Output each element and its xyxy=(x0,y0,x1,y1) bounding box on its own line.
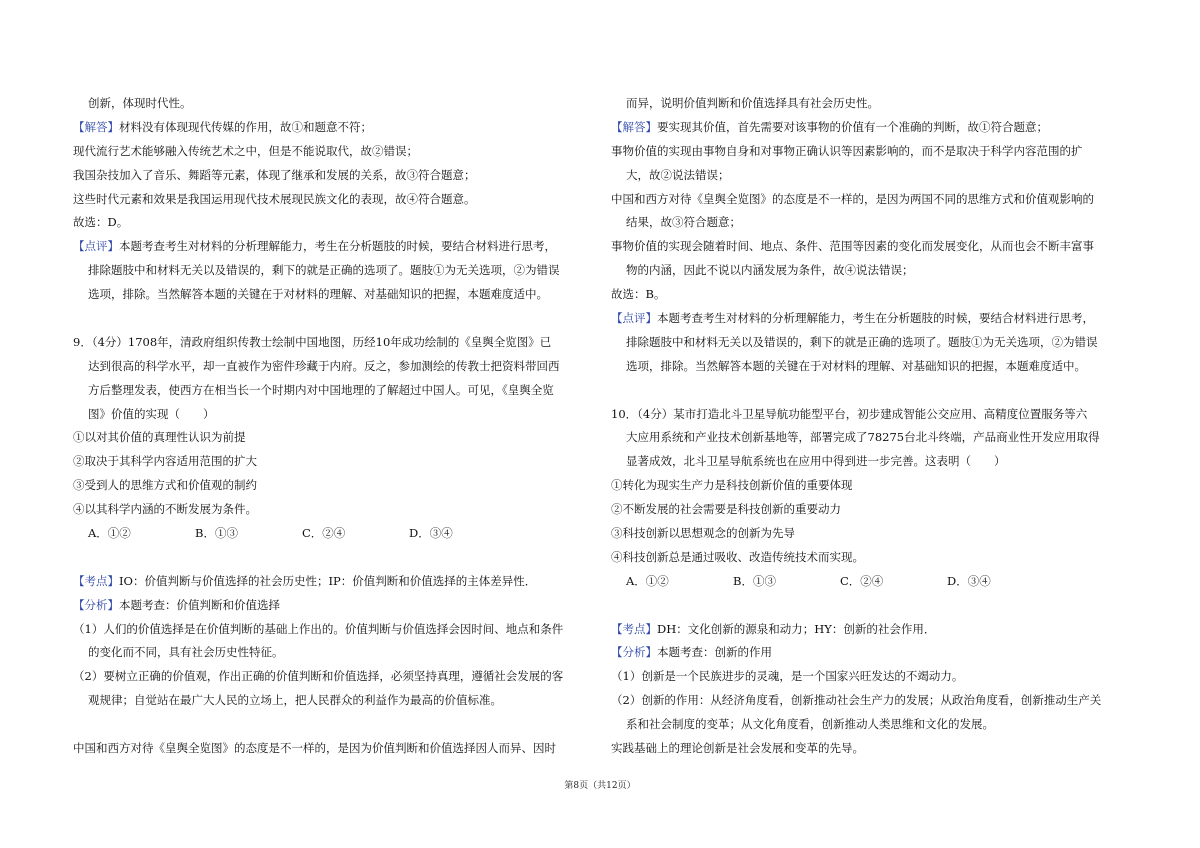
question-9-options xyxy=(73,522,593,546)
question-9-item: ①以对其价值的真理性认识为前提 xyxy=(73,430,246,445)
text-line: 观规律；自觉站在最广大人民的立场上，把人民群众的利益作为最高的价值标准。 xyxy=(88,693,502,708)
kaodian-line xyxy=(73,570,593,594)
answer-line xyxy=(73,116,593,140)
text-line: 而异，说明价值判断和价值选择具有社会历史性。 xyxy=(626,96,879,110)
question-10-stem: 10．（4分）某市打造北斗卫星导航功能型平台，初步建成智能公交应用、高精度位置服务等六 xyxy=(611,406,1088,421)
option-d: D．③④ xyxy=(409,526,453,541)
option-b: B．①③ xyxy=(733,573,776,588)
text-line: 创新，体现时代性。 xyxy=(88,96,192,110)
text-line: 选项，排除。当然解答本题的关键在于对材料的理解、对基础知识的把握，本题难度适中。 xyxy=(626,358,1086,373)
text-line: 中国和西方对待《皇舆全览图》的态度是不一样的，是因为两国不同的思维方式和价值观影响的 xyxy=(611,191,1094,206)
text-span: 本题考查：创新的作用 xyxy=(657,645,772,660)
comment-line xyxy=(73,235,593,259)
question-10-stem: 大应用系统和产业技术创新基地等，部署完成了78275台北斗终端，产品商业性开发应用取得 xyxy=(626,430,1100,445)
right-column xyxy=(611,92,1131,761)
comment-line xyxy=(611,307,1131,331)
question-9-item: ④以其科学内涵的不断发展为条件。 xyxy=(73,502,257,517)
analysis-line xyxy=(73,594,593,618)
text-line: （1）人们的价值选择是在价值判断的基础上作出的。价值判断与价值选择会因时间、地点和条件 xyxy=(73,621,564,636)
spacer xyxy=(73,713,593,737)
text-line: 中国和西方对待《皇舆全览图》的态度是不一样的，是因为价值判断和价值选择因人而异、因时 xyxy=(73,741,556,756)
text-line: 的变化而不同，具有社会历史性特征。 xyxy=(88,645,284,660)
text-line: 物的内涵，因此不说以内涵发展为条件，故④说法错误； xyxy=(626,263,914,278)
left-column xyxy=(73,92,593,761)
text-line: 排除题肢中和材料无关以及错误的，剩下的就是正确的选项了。题肢①为无关选项，②为错误 xyxy=(626,334,1098,349)
option-c: C．②④ xyxy=(840,573,884,588)
text-span: 本题考查考生对材料的分析理解能力，考生在分析题肢的时候，要结合材料进行思考， xyxy=(657,311,1094,326)
text-span: 本题考查：价值判断和价值选择 xyxy=(119,597,280,612)
text-line: 大，故②说法错误； xyxy=(626,167,730,182)
answer-tag: 【解答】 xyxy=(73,119,119,134)
text-span: DH：文化创新的源泉和动力；HY：创新的社会作用． xyxy=(657,621,936,636)
text-span: IO：价值判断与价值选择的社会历史性；IP：价值判断和价值选择的主体差异性． xyxy=(119,573,537,588)
answer-tag: 【解答】 xyxy=(611,119,657,134)
text-line: 事物价值的实现由事物自身和对事物正确认识等因素影响的，而不是取决于科学内容范围的扩 xyxy=(611,143,1083,158)
question-10-stem: 显著成效，北斗卫星导航系统也在应用中得到进一步完善。这表明（ ） xyxy=(626,454,1006,469)
answer-line xyxy=(611,116,1131,140)
comment-tag: 【点评】 xyxy=(611,311,657,326)
question-9-stem: 方后整理发表，使西方在相当长一个时期内对中国地理的了解超过中国人。可见，《皇舆全览 xyxy=(88,382,554,397)
text-line: 事物价值的实现会随着时间、地点、条件、范围等因素的变化而发展变化，从而也会不断丰富事 xyxy=(611,239,1094,254)
kaodian-line xyxy=(611,618,1131,642)
question-9-stem: 图》价值的实现（ ） xyxy=(88,406,215,421)
option-c: C．②④ xyxy=(302,526,346,541)
question-10-options xyxy=(611,570,1131,594)
question-9-item: ③受到人的思维方式和价值观的制约 xyxy=(73,478,257,493)
text-span: 材料没有体现现代传媒的作用，故①和题意不符； xyxy=(119,119,372,134)
spacer xyxy=(611,594,1131,618)
text-line: 选项，排除。当然解答本题的关键在于对材料的理解、对基础知识的把握，本题难度适中。 xyxy=(88,287,548,302)
question-10-item: ②不断发展的社会需要是科技创新的重要动力 xyxy=(611,502,841,517)
question-9-item: ②取决于其科学内容适用范围的扩大 xyxy=(73,454,257,469)
text-line: （2）要树立正确的价值观，作出正确的价值判断和价值选择，必须坚持真理，遵循社会发展的客 xyxy=(73,669,564,684)
question-9-stem: 9．（4分）1708年，清政府组织传教士绘制中国地图，历经10年成功绘制的《皇舆全览图》已 xyxy=(73,334,552,349)
text-line: 故选：D。 xyxy=(73,215,129,230)
kaodian-tag: 【考点】 xyxy=(611,621,657,636)
text-line: 现代流行艺术能够融入传统艺术之中，但是不能说取代，故②错误； xyxy=(73,143,418,158)
text-span: 本题考查考生对材料的分析理解能力，考生在分析题肢的时候，要结合材料进行思考， xyxy=(119,239,556,254)
spacer xyxy=(611,379,1131,403)
text-line: 故选：B。 xyxy=(611,287,666,302)
question-10-item: ④科技创新总是通过吸收、改造传统技术而实现。 xyxy=(611,549,864,564)
option-a: A．①② xyxy=(88,526,131,541)
option-a: A．①② xyxy=(626,573,669,588)
text-line: （1）创新是一个民族进步的灵魂，是一个国家兴旺发达的不竭动力。 xyxy=(611,669,964,684)
text-span: 要实现其价值，首先需要对该事物的价值有一个准确的判断，故①符合题意； xyxy=(657,119,1048,134)
text-line: 这些时代元素和效果是我国运用现代技术展现民族文化的表现，故④符合题意。 xyxy=(73,191,476,206)
page-footer: 第8页（共12页） xyxy=(564,781,636,791)
question-10-item: ③科技创新以思想观念的创新为先导 xyxy=(611,526,795,541)
question-10-item: ①转化为现实生产力是科技创新价值的重要体现 xyxy=(611,478,853,493)
analysis-tag: 【分析】 xyxy=(611,645,657,660)
spacer xyxy=(73,307,593,331)
question-9-stem: 达到很高的科学水平，却一直被作为密件珍藏于内府。反之，参加测绘的传教士把资料带回西 xyxy=(88,358,560,373)
kaodian-tag: 【考点】 xyxy=(73,573,119,588)
spacer xyxy=(73,546,593,570)
text-line: 结果，故③符合题意； xyxy=(626,215,741,230)
text-line: 实践基础上的理论创新是社会发展和变革的先导。 xyxy=(611,741,864,756)
comment-tag: 【点评】 xyxy=(73,239,119,254)
analysis-tag: 【分析】 xyxy=(73,597,119,612)
text-line: 我国杂技加入了音乐、舞蹈等元素，体现了继承和发展的关系，故③符合题意； xyxy=(73,167,476,182)
option-d: D．③④ xyxy=(947,573,991,588)
option-b: B．①③ xyxy=(195,526,238,541)
text-line: 排除题肢中和材料无关以及错误的，剩下的就是正确的选项了。题肢①为无关选项，②为错误 xyxy=(88,263,560,278)
analysis-line xyxy=(611,641,1131,665)
text-line: （2）创新的作用：从经济角度看，创新推动社会生产力的发展；从政治角度看，创新推动生产关 xyxy=(611,693,1102,708)
text-line: 系和社会制度的变革；从文化角度看，创新推动人类思维和文化的发展。 xyxy=(626,717,994,732)
